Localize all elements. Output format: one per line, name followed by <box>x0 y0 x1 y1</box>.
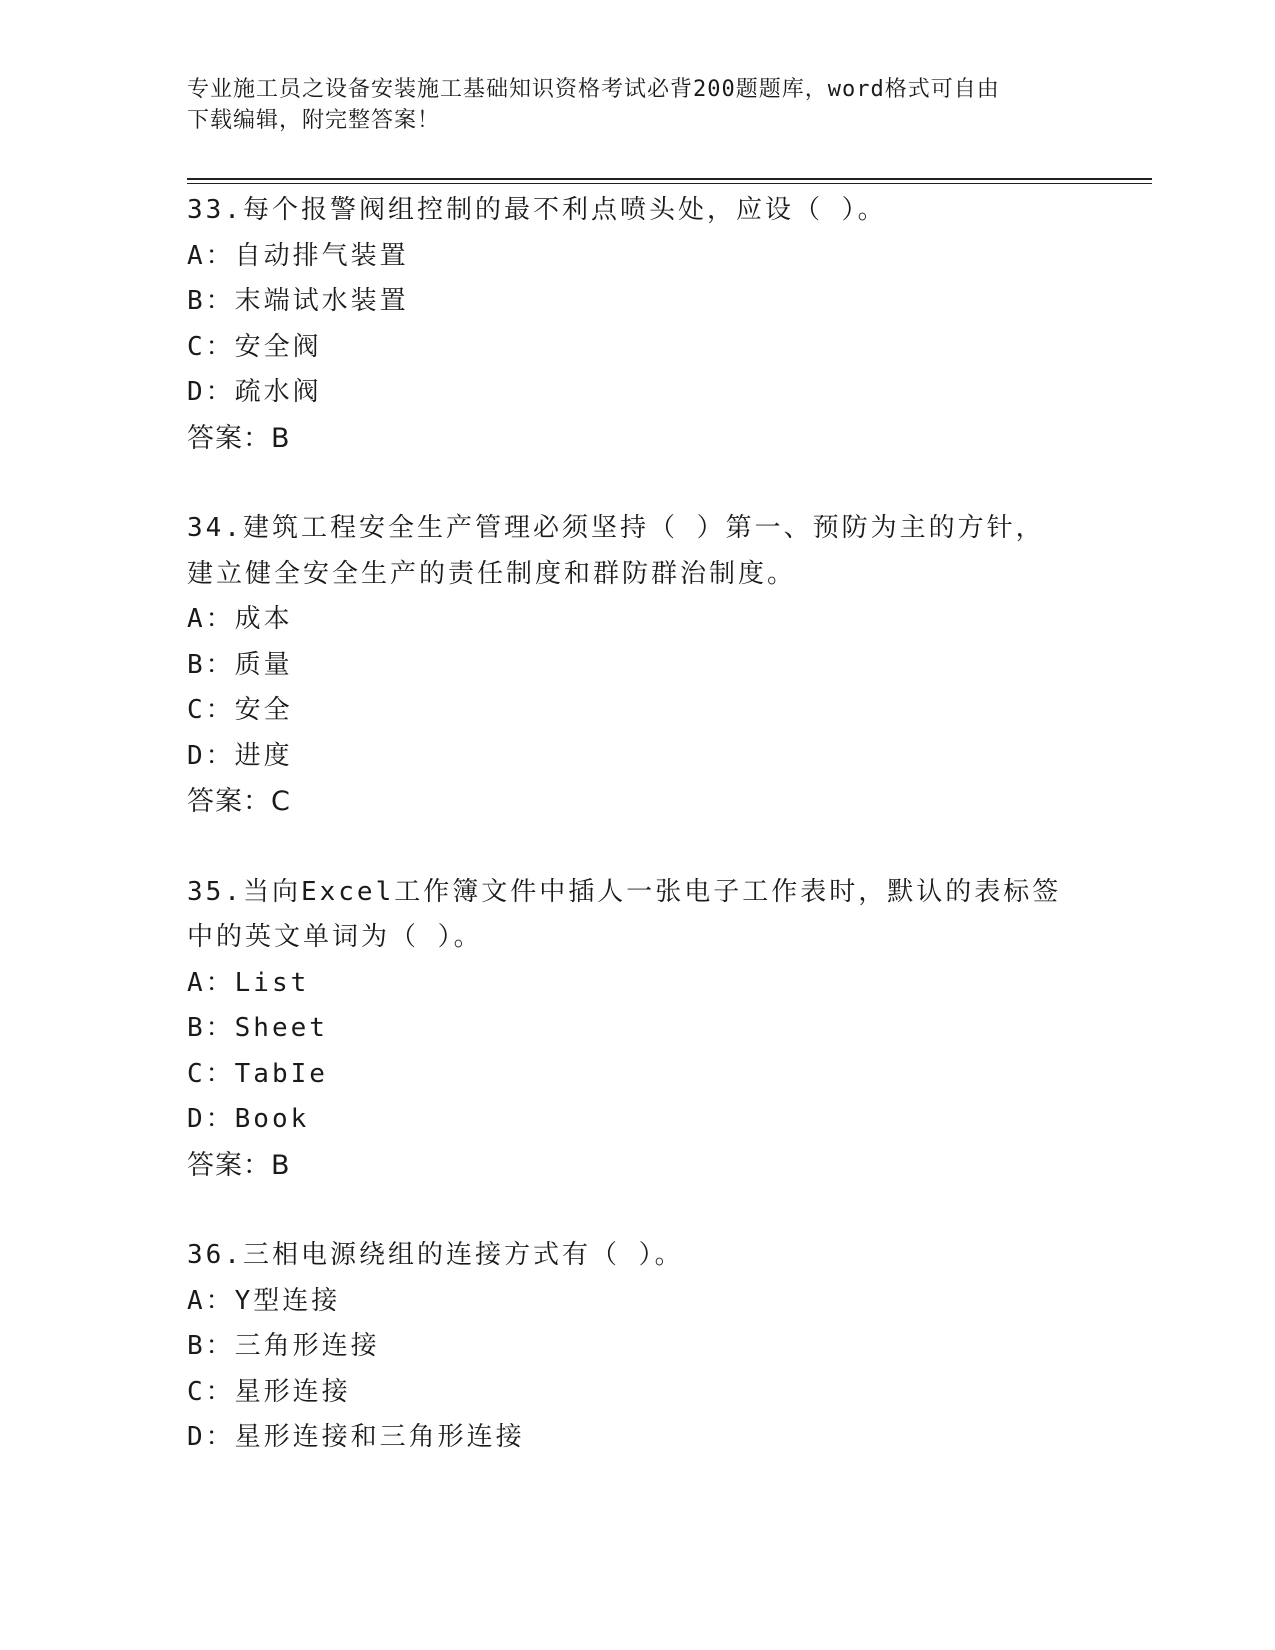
option-d: D：星形连接和三角形连接 <box>187 1422 525 1452</box>
option-b: B：末端试水装置 <box>187 286 409 316</box>
option-d: D：进度 <box>187 740 293 771</box>
header-divider-thin <box>187 183 1152 184</box>
option-d: D：Book <box>187 1104 310 1134</box>
header-title-line-2: 下载编辑，附完整答案！ <box>187 108 441 133</box>
option-c: C：安全阀 <box>187 331 322 362</box>
option-a: A：List <box>187 967 310 998</box>
option-c: C：TabIe <box>187 1058 328 1089</box>
option-a: A：自动排气装置 <box>187 240 409 271</box>
option-d: D：疏水阀 <box>187 377 322 407</box>
question-stem: 35.当向Excel工作簿文件中插人一张电子工作表时，默认的表标签中的英文单词为（ ）。 <box>187 876 1062 952</box>
answer: 答案：B <box>187 1149 291 1181</box>
question-stem: 36.三相电源绕组的连接方式有（ ）。 <box>187 1240 684 1270</box>
question-stem: 34.建筑工程安全生产管理必须坚持（ ）第一、预防为主的方针，建立健全安全生产的责任制度和群防群治制度。 <box>187 513 1045 589</box>
question-36 <box>187 1233 1067 1461</box>
document-page <box>187 0 1152 1650</box>
option-a: A：Y型连接 <box>187 1285 341 1316</box>
header-divider-thick <box>187 178 1152 180</box>
question-34 <box>187 506 1067 825</box>
answer: 答案：B <box>187 422 291 454</box>
option-c: C：星形连接 <box>187 1376 351 1407</box>
option-b: B：三角形连接 <box>187 1331 380 1361</box>
header-title-line-1: 专业施工员之设备安装施工基础知识资格考试必背200题题库，word格式可自由 <box>187 77 1000 102</box>
question-list <box>187 188 1067 1506</box>
option-b: B：质量 <box>187 649 293 680</box>
option-c: C：安全 <box>187 695 293 725</box>
option-a: A：成本 <box>187 604 293 634</box>
question-35 <box>187 870 1067 1189</box>
answer: 答案：C <box>187 786 291 817</box>
question-33 <box>187 188 1067 461</box>
question-stem: 33.每个报警阀组控制的最不利点喷头处，应设（ ）。 <box>187 195 887 225</box>
document-header <box>187 74 1067 136</box>
option-b: B：Sheet <box>187 1013 328 1043</box>
